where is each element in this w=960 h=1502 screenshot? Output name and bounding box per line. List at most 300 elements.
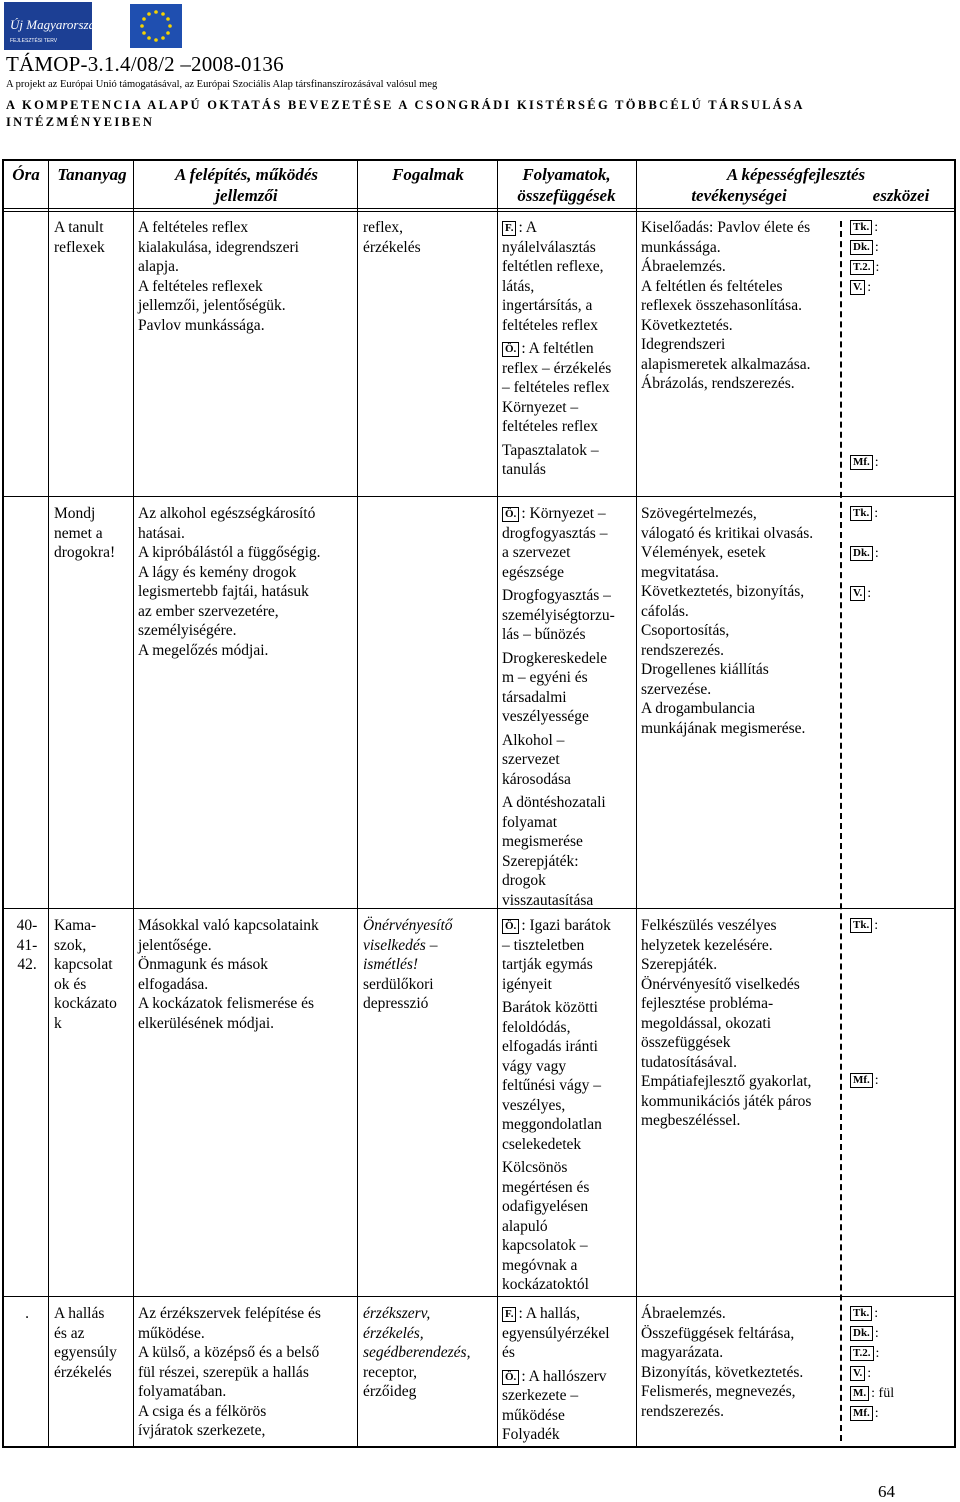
tool-item	[850, 453, 950, 473]
tool-tag: Mf.	[850, 455, 873, 470]
text-line: A drogambulancia	[641, 700, 756, 717]
text-line	[502, 563, 636, 583]
text-span: Környezet –	[502, 398, 579, 416]
text-line: hatásai.	[138, 524, 185, 542]
text-line: viselkedés –	[363, 936, 438, 954]
text-line: Felkészülés veszélyes	[641, 917, 777, 934]
header-tananyag: Tananyag	[57, 165, 127, 184]
text-line: Vélemények, esetek	[641, 544, 766, 561]
text-span: folyamat	[502, 813, 558, 831]
text-span: elfogadás iránti	[502, 1038, 598, 1055]
text-span: kockázatoktól	[502, 1276, 589, 1293]
cell-felepites	[138, 916, 356, 1033]
text-line: cáfolás.	[641, 602, 689, 620]
text-line: szervezése.	[641, 680, 712, 698]
tool-tag: Tk.	[850, 918, 872, 933]
tag-box: F.	[502, 221, 516, 236]
tool-tag: Tk.	[850, 1306, 872, 1321]
project-subtitle: A projekt az Európai Unió támogatásával, az Európai Szociális Alap társfinanszírozásával valósul meg	[6, 79, 438, 90]
header-ora: Óra	[12, 165, 40, 184]
col-divider	[636, 161, 637, 1446]
text-line: elfogadása.	[138, 975, 209, 993]
text-line	[502, 832, 636, 852]
text-line: drogokra!	[54, 544, 116, 561]
row-divider	[4, 496, 954, 497]
text-line	[502, 625, 636, 645]
process-block	[502, 731, 636, 790]
text-span: Tapasztalatok –	[502, 441, 599, 459]
text-line	[502, 770, 636, 790]
text-line: Mondj	[54, 505, 96, 522]
text-span: nyálelválasztás	[502, 238, 596, 256]
process-block	[502, 586, 636, 645]
text-line: érzékelés,	[363, 1324, 424, 1342]
text-line	[502, 1096, 636, 1116]
text-span: ingertársítás, a	[502, 297, 593, 314]
text-line: tudatosításával.	[641, 1053, 737, 1071]
text-span: reflex – érzékelés	[502, 359, 612, 377]
text-line	[502, 378, 636, 398]
text-line	[502, 504, 636, 524]
header-eszkozei: eszközei	[872, 186, 930, 205]
row-divider	[4, 908, 954, 909]
text-line: Ábraelemzés.	[641, 258, 726, 275]
tool-item	[850, 1404, 950, 1424]
tool-item	[850, 278, 950, 298]
text-span: feltétlen reflexe,	[502, 258, 604, 275]
cell-folyamatok	[502, 218, 636, 484]
tool-text: :	[874, 220, 879, 235]
text-line: elkerülésének módjai.	[138, 1014, 275, 1032]
tool-text: :	[874, 1306, 879, 1321]
text-line: és az	[54, 1324, 85, 1342]
text-span: : A feltétlen	[521, 340, 594, 357]
text-line: Önmagunk és mások	[138, 956, 269, 973]
text-span: Barátok közötti	[502, 999, 598, 1016]
tool-text: :	[875, 260, 880, 275]
text-span: egyensúlyérzékel	[502, 1324, 610, 1342]
text-span: veszélyessége	[502, 708, 589, 725]
tool-item	[850, 238, 950, 258]
tool-tag: T.2.	[850, 1346, 874, 1361]
text-line: munkássága.	[641, 238, 721, 256]
text-line: Kama-	[54, 917, 97, 934]
text-line: helyzetek kezelésére.	[641, 936, 773, 954]
text-line	[502, 871, 636, 891]
process-block	[502, 218, 636, 335]
row-divider	[4, 1296, 954, 1297]
col-divider	[48, 161, 49, 1446]
header-kepesseg: A képességfejlesztés	[726, 165, 866, 184]
col-divider	[497, 161, 498, 1446]
tag-box: Ö.	[502, 1370, 519, 1385]
tool-tag: V.	[850, 280, 865, 295]
text-span: : A hallószerv	[521, 1367, 607, 1385]
text-line	[502, 524, 636, 544]
tool-text: :	[874, 455, 879, 470]
text-line: magyarázata.	[641, 1344, 724, 1361]
text-line	[502, 1367, 636, 1387]
text-span: feltételes reflex	[502, 418, 598, 435]
text-line: Bizonyítás, következtetés.	[641, 1363, 804, 1381]
text-line: Következtetés.	[641, 316, 733, 334]
text-line	[502, 707, 636, 727]
tag-box: Ö.	[502, 507, 519, 522]
tool-item	[850, 1304, 950, 1324]
text-span: m – egyéni és	[502, 669, 588, 686]
text-line	[502, 1037, 636, 1057]
col-divider	[357, 161, 358, 1446]
text-span: visszautasítása	[502, 891, 594, 909]
text-line: jelentősége.	[138, 936, 212, 954]
text-span: működése	[502, 1406, 565, 1424]
text-line: A feltételes reflexek	[138, 277, 263, 295]
tool-tag: Mf.	[850, 1073, 873, 1088]
text-line	[502, 339, 636, 359]
tool-item	[850, 258, 950, 278]
process-block	[502, 998, 636, 1154]
text-span: igényeit	[502, 975, 552, 993]
cell-felepites	[138, 504, 356, 660]
text-span: feltételes reflex	[502, 316, 598, 334]
text-line	[502, 1236, 636, 1256]
text-line	[502, 668, 636, 688]
text-line	[502, 460, 636, 480]
text-span: vágy vagy	[502, 1057, 567, 1075]
text-span: megismerése	[502, 833, 583, 850]
curriculum-table	[2, 159, 956, 1448]
text-line	[502, 1057, 636, 1077]
text-line: kapcsolat	[54, 956, 113, 973]
tool-item	[850, 544, 950, 564]
cell-tevekenysegei	[641, 504, 841, 738]
text-line	[502, 238, 636, 258]
text-line	[502, 1256, 636, 1276]
text-line	[502, 1178, 636, 1198]
tool-text: :	[874, 506, 879, 521]
text-line	[502, 1304, 636, 1324]
header-rule	[4, 211, 954, 212]
text-line	[502, 586, 636, 606]
tool-text: :	[874, 1326, 879, 1341]
text-line: A csiga és a félkörös	[138, 1402, 267, 1420]
text-line: kockázato	[54, 995, 117, 1012]
text-span: meggondolatlan	[502, 1116, 602, 1133]
tool-text: :	[867, 1366, 872, 1381]
process-block	[502, 1367, 636, 1445]
cell-fogalmak	[363, 218, 495, 257]
text-line: válogató és kritikai olvasás.	[641, 524, 814, 542]
process-block	[502, 504, 636, 582]
uj-magyarorszag-logo	[4, 2, 182, 50]
process-block	[502, 441, 636, 480]
text-line	[502, 296, 636, 316]
cell-tananyag	[54, 218, 134, 257]
text-line: Ábraelemzés.	[641, 1305, 726, 1322]
text-line: Idegrendszeri	[641, 336, 726, 353]
process-block	[502, 649, 636, 727]
text-line	[502, 813, 636, 833]
logo-subtext: FEJLESZTÉSI TERV	[10, 38, 58, 44]
header-fogalmak: Fogalmak	[392, 165, 464, 184]
text-line: alapja.	[138, 258, 179, 275]
text-line	[502, 1386, 636, 1406]
text-line	[502, 218, 636, 238]
text-line: kommunikációs játék páros	[641, 1092, 812, 1110]
process-block	[502, 916, 636, 994]
tool-text: :	[874, 240, 879, 255]
text-line: érzékszerv,	[363, 1305, 431, 1322]
header-rule	[4, 208, 954, 209]
text-line: Csoportosítás,	[641, 622, 730, 639]
text-line	[502, 606, 636, 626]
cell-tevekenysegei	[641, 218, 841, 394]
text-line: reflexek	[54, 238, 105, 256]
text-span: alapuló	[502, 1217, 548, 1235]
text-line	[502, 1217, 636, 1237]
text-span: Alkohol –	[502, 731, 565, 749]
text-line: ok és	[54, 975, 87, 993]
text-span: – tiszteletben	[502, 936, 585, 954]
tool-text: :	[874, 918, 879, 933]
tag-box: F.	[502, 1307, 516, 1322]
text-span: odafigyelésen	[502, 1198, 589, 1215]
tool-tag: T.2.	[850, 260, 874, 275]
text-line: Az alkohol egészségkárosító	[138, 505, 316, 522]
tool-tag: Tk.	[850, 506, 872, 521]
tool-text: :	[867, 586, 872, 601]
cell-tevekenysegei	[641, 1304, 841, 1421]
process-block	[502, 793, 636, 910]
text-line: jellemzői, jelentőségük.	[138, 297, 286, 314]
tool-tag: V.	[850, 586, 865, 601]
text-line: Szövegértelmezés,	[641, 505, 757, 522]
text-line: személyiségére.	[138, 622, 237, 639]
text-line: A kipróbálástól a függőségig.	[138, 544, 321, 561]
text-line	[502, 955, 636, 975]
text-span: : A hallás,	[518, 1305, 581, 1322]
text-line: A hallás	[54, 1305, 105, 1322]
tool-text: :	[874, 1406, 879, 1421]
tool-tag: V.	[850, 1366, 865, 1381]
cell-folyamatok	[502, 1304, 636, 1449]
text-span: veszélyes,	[502, 1096, 566, 1114]
text-span: károsodása	[502, 770, 571, 788]
text-line: A külső, a középső és a belső	[138, 1344, 320, 1361]
text-line: ívjáratok szerkezete,	[138, 1422, 266, 1439]
tool-item	[850, 1071, 950, 1091]
text-line: kialakulása, idegrendszeri	[138, 238, 299, 256]
text-span: társadalmi	[502, 688, 567, 706]
text-line: fül részei, szerepük a hallás	[138, 1363, 309, 1381]
text-line	[502, 543, 636, 563]
text-line	[502, 998, 636, 1018]
text-line: alapismeretek alkalmazása.	[641, 355, 811, 373]
text-line: Empátiafejlesztő gyakorlat,	[641, 1073, 812, 1090]
text-line	[502, 1115, 636, 1135]
text-span: Drogfogyasztás –	[502, 587, 611, 604]
cell-ora: .	[25, 1305, 29, 1322]
tool-tag: Mf.	[850, 1406, 873, 1421]
text-span: tanulás	[502, 461, 546, 478]
text-span: Drogkereskedele	[502, 649, 608, 667]
text-span: feltűnési vágy –	[502, 1077, 602, 1094]
text-line	[502, 1018, 636, 1038]
text-span: drogfogyasztás –	[502, 524, 608, 542]
text-line	[502, 793, 636, 813]
text-span: : Igazi barátok	[521, 917, 611, 934]
text-line	[502, 1275, 636, 1295]
text-span: egészsége	[502, 563, 564, 581]
cell-tananyag	[54, 1304, 134, 1382]
text-span: Kölcsönös	[502, 1159, 568, 1176]
text-line	[502, 916, 636, 936]
process-block	[502, 339, 636, 437]
text-line: Az érzékszervek felépítése és	[138, 1305, 321, 1322]
text-line	[502, 1158, 636, 1178]
text-line: Összefüggések feltárása,	[641, 1324, 795, 1342]
text-line: A feltételes reflex	[138, 219, 249, 236]
text-line	[502, 649, 636, 669]
text-line: A feltétlen és feltételes	[641, 277, 783, 295]
logo-text: Új Magyarország	[10, 17, 102, 32]
project-main-title: A KOMPETENCIA ALAPÚ OKTATÁS BEVEZETÉSE A CSONGRÁDI KISTÉRSÉG TÖBBCÉLÚ TÁRSULÁSA INTÉZMÉNYEIBEN	[6, 98, 804, 129]
tool-item	[850, 1364, 950, 1384]
cell-folyamatok	[502, 504, 636, 914]
text-line: egyensúly	[54, 1344, 117, 1361]
cell-folyamatok	[502, 916, 636, 1299]
tool-text: :	[867, 280, 872, 295]
tool-item	[850, 1324, 950, 1344]
text-line	[502, 1406, 636, 1426]
header-tevekenysegei: tevékenységei	[691, 186, 787, 205]
tool-tag: Tk.	[850, 220, 872, 235]
text-line: érzékelés	[363, 238, 421, 256]
text-line: legismertebb fajtái, hatásuk	[138, 583, 309, 600]
text-line: megoldással, okozati	[641, 1014, 771, 1032]
text-line: serdülőkori	[363, 975, 434, 993]
text-line: Drogellenes kiállítás	[641, 661, 769, 678]
text-line	[502, 852, 636, 872]
text-line: szok,	[54, 936, 87, 954]
text-line	[502, 1324, 636, 1344]
process-block	[502, 1158, 636, 1295]
text-line	[502, 1197, 636, 1217]
cell-felepites	[138, 218, 356, 335]
text-line: fejlesztése probléma-	[641, 995, 774, 1012]
text-span: cselekedetek	[502, 1135, 582, 1153]
page-number: 64	[878, 1482, 895, 1501]
text-line: segédberendezés,	[363, 1344, 471, 1361]
text-line: Önérvényesítő viselkedés	[641, 975, 800, 993]
text-line	[502, 1425, 636, 1445]
text-line	[502, 750, 636, 770]
tool-item	[850, 504, 950, 524]
text-line: k	[54, 1014, 62, 1032]
text-span: Folyadék	[502, 1426, 560, 1443]
text-span: a szervezet	[502, 544, 571, 561]
header-folyamatok: Folyamatok, összefüggések	[517, 165, 616, 205]
text-span: : A	[518, 219, 537, 236]
text-span: lás – bűnözés	[502, 626, 586, 643]
cell-tananyag	[54, 504, 134, 563]
text-line	[502, 398, 636, 418]
text-line: Szerepjáték.	[641, 956, 718, 973]
cell-tevekenysegei	[641, 916, 841, 1131]
text-line	[502, 441, 636, 461]
tool-text: :	[874, 546, 879, 561]
text-span: személyiségtorzu-	[502, 606, 615, 624]
tool-item	[850, 1344, 950, 1364]
cell-fogalmak	[363, 1304, 495, 1402]
cell-ora: 40-41-42.	[16, 917, 38, 973]
text-line: az ember szervezetére,	[138, 602, 279, 620]
text-line	[502, 1076, 636, 1096]
text-line	[502, 359, 636, 379]
text-span: megóvnak a	[502, 1256, 578, 1274]
text-line	[502, 936, 636, 956]
tool-item	[850, 584, 950, 604]
text-span: szervezet	[502, 751, 560, 768]
text-line	[502, 688, 636, 708]
text-line: A lágy és kemény drogok	[138, 563, 297, 581]
text-line: munkájának megismerése.	[641, 719, 806, 737]
text-line: rendszerezés.	[641, 1402, 725, 1420]
text-span: : Környezet –	[521, 505, 606, 522]
tag-box: Ö.	[502, 342, 519, 357]
text-line: megvitatása.	[641, 563, 719, 581]
text-line	[502, 277, 636, 297]
text-line: reflexek összehasonlítása.	[641, 297, 802, 314]
text-line: összefüggések	[641, 1034, 731, 1051]
text-span: Szerepjáték:	[502, 852, 579, 870]
tool-tag: Dk.	[850, 1326, 873, 1341]
text-span: megértésen és	[502, 1178, 590, 1196]
text-span: feloldódás,	[502, 1018, 571, 1036]
text-line	[502, 975, 636, 995]
text-line	[502, 257, 636, 277]
project-code: TÁMOP-3.1.4/08/2 –2008-0136	[6, 52, 284, 76]
text-line: reflex,	[363, 219, 404, 236]
cell-felepites	[138, 1304, 356, 1441]
text-line: érzőideg	[363, 1383, 417, 1400]
text-line: folyamatában.	[138, 1383, 227, 1400]
text-line: receptor,	[363, 1363, 418, 1381]
header-felepites: A felépítés, működés jellemzői	[174, 165, 319, 205]
tool-text: : fül	[871, 1386, 895, 1401]
cell-tananyag	[54, 916, 134, 1033]
text-line: Másokkal való kapcsolataink	[138, 917, 319, 934]
tools-divider	[840, 221, 842, 1441]
col-divider	[133, 161, 134, 1446]
tool-text: :	[875, 1346, 880, 1361]
tool-item	[850, 916, 950, 936]
text-line	[502, 316, 636, 336]
tool-item	[850, 218, 950, 238]
text-line: működése.	[138, 1324, 205, 1342]
text-line	[502, 731, 636, 751]
text-line: A megelőzés módjai.	[138, 641, 269, 659]
text-span: – feltételes reflex	[502, 379, 610, 396]
text-line: Kiselőadás: Pavlov élete és	[641, 219, 811, 236]
cell-fogalmak	[363, 916, 495, 1014]
text-line: A kockázatok felismerése és	[138, 995, 315, 1012]
text-span: szerkezete –	[502, 1387, 579, 1404]
text-span: látás,	[502, 277, 535, 295]
text-line: megbeszéléssel.	[641, 1112, 741, 1129]
text-span: drogok	[502, 872, 546, 889]
tool-item	[850, 1384, 950, 1404]
